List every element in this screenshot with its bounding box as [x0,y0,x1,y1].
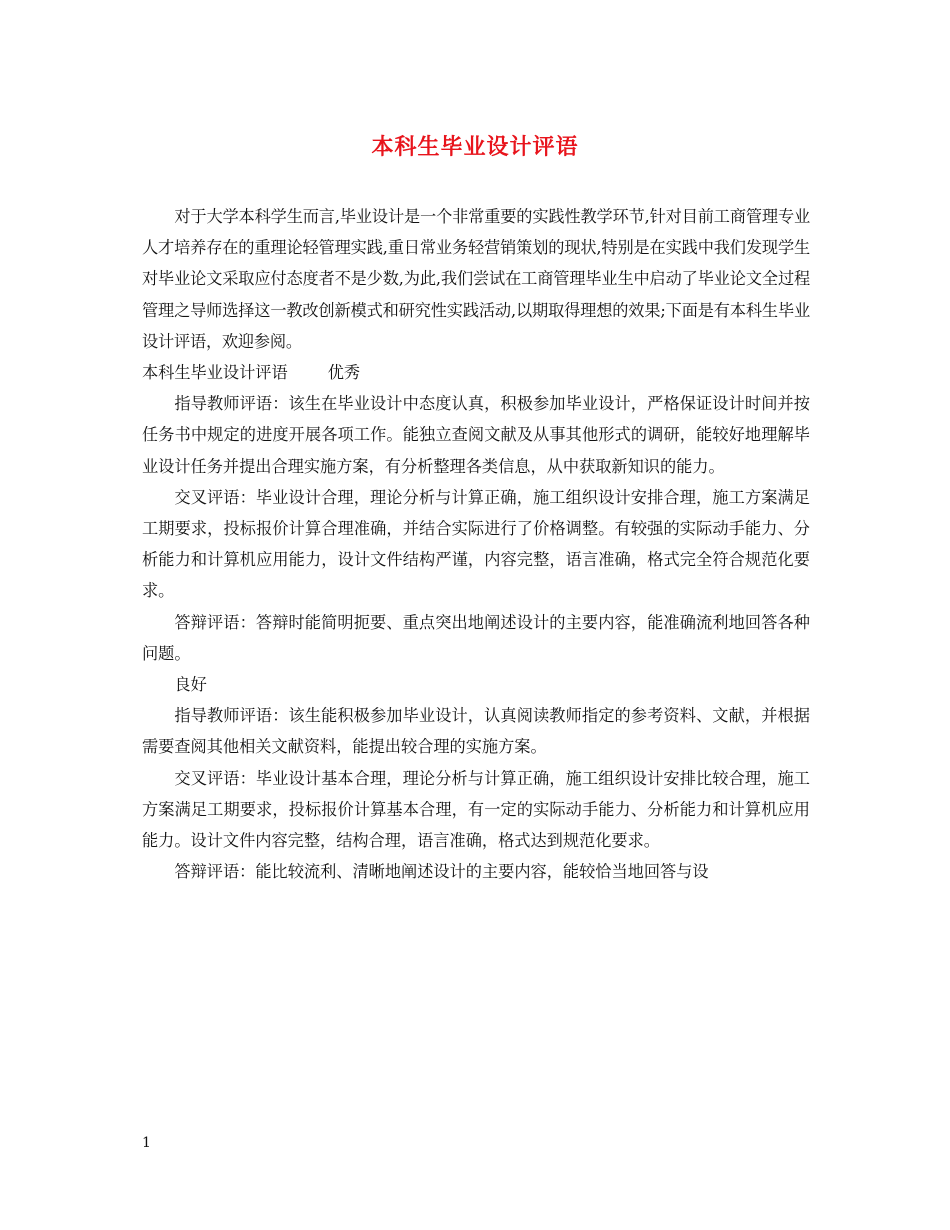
section-heading-line [142,357,810,388]
excellent-cross-comment: 交叉评语：毕业设计合理，理论分析与计算正确，施工组织设计安排合理，施工方案满足工期要求，投标报价计算合理准确，并结合实际进行了价格调整。有较强的实际动手能力、分析能力和计算机应用能力，设计文件结构严谨，内容完整，语言准确，格式完全符合规范化要求。 [142,487,810,601]
good-defense-comment: 答辩评语：能比较流利、清晰地阐述设计的主要内容，能较恰当地回答与设 [174,862,709,882]
good-cross-comment: 交叉评语：毕业设计基本合理，理论分析与计算正确，施工组织设计安排比较合理，施工方案满足工期要求，投标报价计算基本合理，有一定的实际动手能力、分析能力和计算机应用能力。设计文件内容完整，结构合理，语言准确，格式达到规范化要求。 [142,768,810,851]
page-number: 1 [142,1135,151,1151]
section-heading: 本科生毕业设计评语 [142,363,288,383]
document-body [142,201,810,887]
good-supervisor-comment: 指导教师评语：该生能积极参加毕业设计，认真阅读教师指定的参考资料、文献，并根据需要查阅其他相关文献资料，能提出较合理的实施方案。 [142,706,810,757]
grade-excellent: 优秀 [327,363,361,383]
grade-good: 良好 [174,675,207,695]
excellent-defense-comment: 答辩评语：答辩时能简明扼要、重点突出地阐述设计的主要内容，能准确流利地回答各种问题。 [142,612,810,663]
intro-paragraph: 对于大学本科学生而言,毕业设计是一个非常重要的实践性教学环节,针对目前工商管理专业人才培养存在的重理论轻管理实践,重日常业务轻营销策划的现状,特别是在实践中我们发现学生对毕业论文采取应付态度者不是少数,为此,我们尝试在工商管理毕业生中启动了毕业论文全过程管理之导师选择这一教改创新模式和研究性实践活动,以期取得理想的效果;下面是有本科生毕业设计评语，欢迎参阅。 [142,207,810,351]
document-title: 本科生毕业设计评语 [371,135,579,160]
excellent-supervisor-comment: 指导教师评语：该生在毕业设计中态度认真，积极参加毕业设计，严格保证设计时间并按任务书中规定的进度开展各项工作。能独立查阅文献及从事其他形式的调研，能较好地理解毕业设计任务并提出合理实施方案，有分析整理各类信息，从中获取新知识的能力。 [142,394,810,476]
